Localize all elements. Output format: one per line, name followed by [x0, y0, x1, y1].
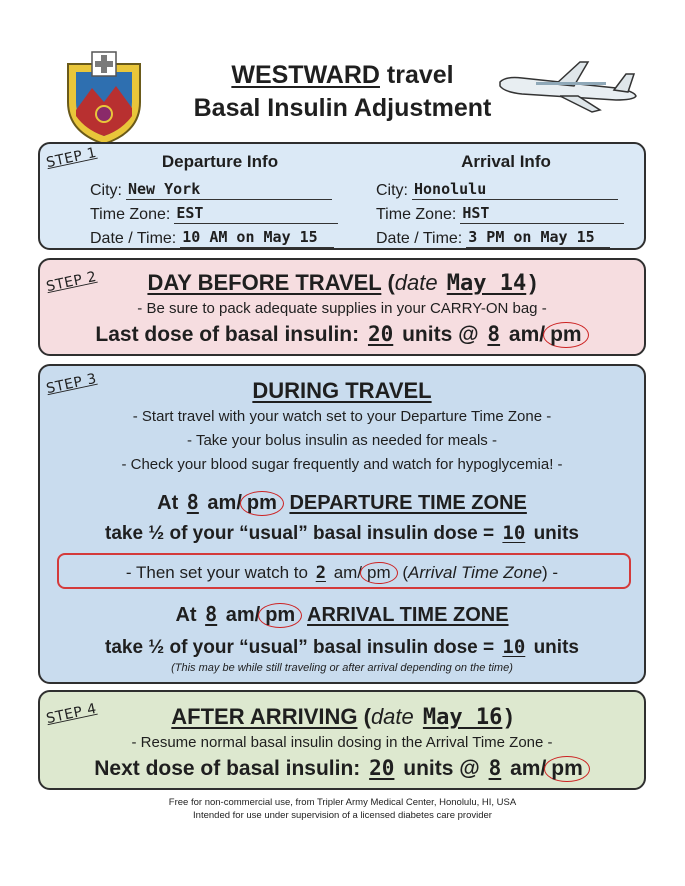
step3-dep-am: am/: [207, 492, 242, 514]
step3-watch-am: am/: [333, 563, 363, 582]
step4-panel: [38, 690, 646, 790]
step2-am: am/: [508, 323, 546, 346]
step4-date-prefix: date: [370, 704, 414, 729]
step2-date-prefix: date: [394, 270, 438, 295]
step3-note: (This may be while still traveling or after arrival depending on the time): [171, 662, 513, 674]
step1-label: STEP 1: [44, 144, 99, 172]
step4-units: 20: [369, 756, 395, 780]
arrival-dt-label: Date / Time:: [376, 230, 463, 247]
step2-heading-text: DAY BEFORE TRAVEL: [147, 270, 382, 295]
arrival-tz-value: HST: [460, 203, 624, 224]
title-westward: WESTWARD: [231, 61, 380, 89]
footer-line1: Free for non-commercial use, from Tripler Army Medical Center, Honolulu, HI, USA: [168, 797, 517, 808]
step3-arr-at: At: [175, 604, 197, 626]
departure-heading: Departure Info: [161, 152, 279, 171]
step3-heading: [40, 378, 644, 404]
footer: [0, 796, 685, 822]
step4-heading-text: AFTER ARRIVING: [171, 704, 358, 729]
step3-arr-pm-circled: pm: [258, 603, 302, 628]
step3-arr-zone: ARRIVAL TIME ZONE: [307, 604, 509, 626]
step2-panel: [38, 258, 646, 356]
step3-units-word-1: units: [533, 523, 579, 544]
step3-units-word-2: units: [533, 637, 579, 658]
arrival-city-value: Honolulu: [412, 179, 618, 200]
step3-departure-line: [40, 490, 644, 516]
title-subtitle: Basal Insulin Adjustment: [193, 94, 492, 122]
step3-arr-am: am/: [225, 604, 261, 626]
step4-note: - Resume normal basal insulin dosing in the Arrival Time Zone -: [131, 734, 553, 751]
step3-watch-zone: Arrival Time Zone: [408, 563, 543, 582]
departure-info: [90, 152, 350, 248]
step3-panel: [38, 364, 646, 684]
step3-watch-pre: - Then set your watch to: [125, 563, 308, 582]
step4-time: 8: [488, 756, 502, 780]
step2-date: May 14: [446, 271, 527, 296]
step4-dose-line: [40, 756, 644, 782]
step4-heading: AFTER ARRIVING (date May 16 ): [171, 704, 513, 730]
step3-arrival-line: [40, 602, 644, 628]
step3-line1: - Start travel with your watch set to your Departure Time Zone -: [132, 408, 552, 425]
step4-pm-circled: pm: [544, 756, 590, 782]
step4-am: am/: [510, 757, 547, 780]
step4-dose-text: Next dose of basal insulin:: [94, 757, 361, 780]
arrival-dt-value: 3 PM on May 15: [466, 227, 610, 248]
page-title: [140, 60, 545, 126]
step3-heading-text: DURING TRAVEL: [252, 378, 432, 403]
footer-line2: Intended for use under supervision of a licensed diabetes care provider: [193, 810, 492, 821]
departure-city-value: New York: [126, 179, 332, 200]
step3-watch-line: - Then set your watch to 2 am/ pm (Arrival Time Zone) -: [125, 563, 559, 583]
step3-half-text-2: take ½ of your “usual” basal insulin dose =: [105, 637, 495, 658]
step3-half-units-2: 10: [502, 636, 526, 658]
step3-half-units-1: 10: [502, 522, 526, 544]
arrival-heading: Arrival Info: [461, 152, 551, 171]
departure-tz-value: EST: [174, 203, 338, 224]
departure-city-label: City:: [90, 182, 122, 199]
step2-units-label: units @: [402, 323, 479, 346]
step4-units-label: units @: [403, 757, 480, 780]
tripler-crest-icon: [62, 50, 146, 146]
step2-dose-text: Last dose of basal insulin:: [95, 323, 360, 346]
step3-line2: - Take your bolus insulin as needed for meals -: [187, 432, 497, 449]
step3-label: STEP 3: [44, 370, 99, 398]
step3-line3: - Check your blood sugar frequently and watch for hypoglycemia! -: [121, 456, 563, 473]
step3-watch-time: 2: [315, 563, 326, 583]
step2-dose-line: [40, 322, 644, 348]
departure-tz-label: Time Zone:: [90, 206, 171, 223]
step3-dep-pm-circled: pm: [240, 491, 284, 516]
step2-units: 20: [367, 322, 394, 346]
step2-heading: DAY BEFORE TRAVEL (date May 14 ): [147, 270, 537, 296]
arrival-city-label: City:: [376, 182, 408, 199]
arrival-tz-label: Time Zone:: [376, 206, 457, 223]
step2-time: 8: [487, 322, 501, 346]
step2-pm-circled: pm: [543, 322, 589, 348]
step3-dep-zone: DEPARTURE TIME ZONE: [289, 492, 527, 514]
step3-half-dose-1: [40, 522, 644, 545]
title-travel: travel: [379, 61, 454, 89]
step3-dep-at: At: [157, 492, 179, 514]
step3-half-text-1: take ½ of your “usual” basal insulin dose =: [105, 523, 495, 544]
step2-note: - Be sure to pack adequate supplies in your CARRY-ON bag -: [137, 300, 547, 317]
departure-dt-value: 10 AM on May 15: [180, 227, 334, 248]
step3-arr-time: 8: [205, 602, 218, 626]
step4-date: May 16: [422, 705, 503, 730]
step3-watch-pm-circled: pm: [360, 562, 398, 584]
step4-label: STEP 4: [44, 700, 99, 728]
step1-panel: [38, 142, 646, 250]
step3-dep-time: 8: [186, 490, 199, 514]
departure-dt-label: Date / Time:: [90, 230, 177, 247]
step3-half-dose-2: [40, 636, 644, 659]
step2-label: STEP 2: [44, 268, 99, 296]
arrival-info: [376, 152, 636, 248]
